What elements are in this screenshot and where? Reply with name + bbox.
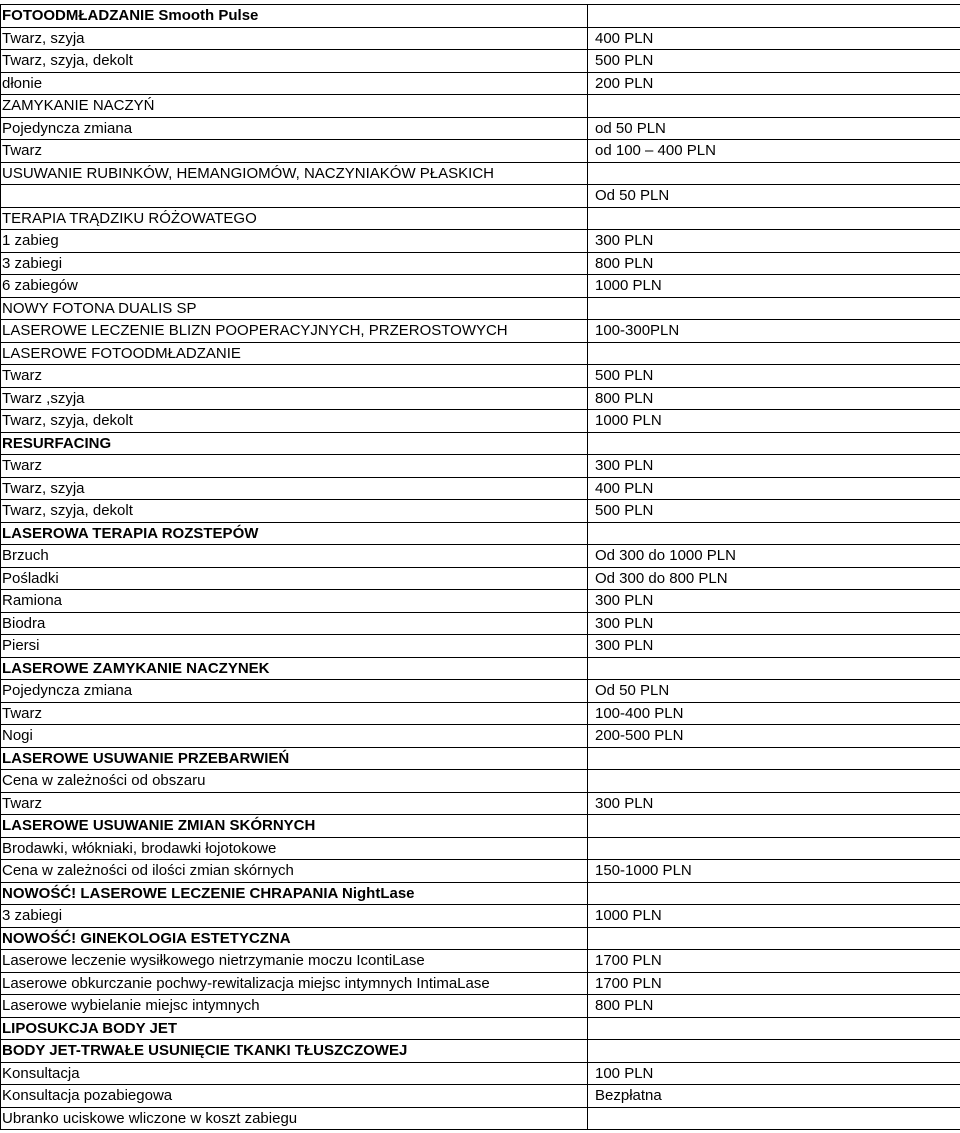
service-price: Od 50 PLN [588,185,960,208]
service-name: Laserowe wybielanie miejsc intymnych [1,995,588,1018]
service-name: Pojedyncza zmiana [1,680,588,703]
service-name: Biodra [1,612,588,635]
service-name: LASEROWE FOTOODMŁADZANIE [1,342,588,365]
service-price [588,95,960,118]
table-row [1,162,960,185]
section-header-row [1,1040,960,1063]
service-price [588,5,960,28]
price-list-body [1,5,960,1130]
section-title: RESURFACING [1,432,588,455]
service-name: Twarz [1,455,588,478]
service-name: Piersi [1,635,588,658]
table-row [1,725,960,748]
table-row [1,567,960,590]
service-price: 400 PLN [588,27,960,50]
section-title: BODY JET-TRWAŁE USUNIĘCIE TKANKI TŁUSZCZOWEJ [1,1040,588,1063]
table-row [1,837,960,860]
table-row [1,342,960,365]
service-name: Twarz, szyja, dekolt [1,410,588,433]
service-name: Twarz, szyja [1,27,588,50]
service-name: 1 zabieg [1,230,588,253]
service-name: 3 zabiegi [1,252,588,275]
section-title: NOWOŚĆ! GINEKOLOGIA ESTETYCZNA [1,927,588,950]
table-row [1,950,960,973]
service-price: Od 50 PLN [588,680,960,703]
section-header-row [1,657,960,680]
table-row [1,387,960,410]
section-header-row [1,522,960,545]
service-price [588,1017,960,1040]
service-name: LASEROWE LECZENIE BLIZN POOPERACYJNYCH, PRZEROSTOWYCH [1,320,588,343]
table-row [1,455,960,478]
table-row [1,770,960,793]
service-name: Cena w zależności od ilości zmian skórnych [1,860,588,883]
service-price: 100-300PLN [588,320,960,343]
service-name: Twarz, szyja, dekolt [1,500,588,523]
service-name: ZAMYKANIE NACZYŃ [1,95,588,118]
table-row [1,320,960,343]
table-row [1,860,960,883]
service-name: Twarz [1,702,588,725]
service-name: Twarz [1,792,588,815]
service-price [588,770,960,793]
service-name: 3 zabiegi [1,905,588,928]
service-name: Twarz [1,365,588,388]
service-price [588,815,960,838]
section-header-row [1,747,960,770]
service-price [588,297,960,320]
service-name: Cena w zależności od obszaru [1,770,588,793]
service-name: Brodawki, włókniaki, brodawki łojotokowe [1,837,588,860]
service-name: Nogi [1,725,588,748]
section-header-row [1,432,960,455]
service-name: Twarz, szyja, dekolt [1,50,588,73]
service-price: 300 PLN [588,612,960,635]
service-price: 1700 PLN [588,950,960,973]
service-price: Od 300 do 800 PLN [588,567,960,590]
table-row [1,252,960,275]
service-name: USUWANIE RUBINKÓW, HEMANGIOMÓW, NACZYNIAKÓW PŁASKICH [1,162,588,185]
table-row [1,635,960,658]
table-row [1,185,960,208]
service-price: 1700 PLN [588,972,960,995]
section-title: LIPOSUKCJA BODY JET [1,1017,588,1040]
table-row [1,297,960,320]
table-row [1,50,960,73]
service-price: 800 PLN [588,252,960,275]
table-row [1,207,960,230]
service-price: 500 PLN [588,365,960,388]
service-price: 800 PLN [588,995,960,1018]
table-row [1,230,960,253]
service-price [588,747,960,770]
service-price: 100 PLN [588,1062,960,1085]
service-price [588,522,960,545]
service-name: Ubranko uciskowe wliczone w koszt zabiegu [1,1107,588,1130]
table-row [1,117,960,140]
service-name: Ramiona [1,590,588,613]
service-price: 400 PLN [588,477,960,500]
section-header-row [1,1017,960,1040]
service-price: 300 PLN [588,590,960,613]
service-price: od 50 PLN [588,117,960,140]
section-title: LASEROWA TERAPIA ROZSTEPÓW [1,522,588,545]
service-name: Laserowe leczenie wysiłkowego nietrzymanie moczu IcontiLase [1,950,588,973]
section-title: NOWOŚĆ! LASEROWE LECZENIE CHRAPANIA NightLase [1,882,588,905]
table-row [1,27,960,50]
price-list-table [0,4,960,1130]
table-row [1,545,960,568]
service-price: Bezpłatna [588,1085,960,1108]
table-row [1,612,960,635]
service-name: Konsultacja [1,1062,588,1085]
service-price [588,882,960,905]
table-row [1,500,960,523]
table-row [1,1085,960,1108]
service-price: 500 PLN [588,500,960,523]
section-title: LASEROWE USUWANIE PRZEBARWIEŃ [1,747,588,770]
table-row [1,590,960,613]
table-row [1,275,960,298]
table-row [1,702,960,725]
service-price: 300 PLN [588,455,960,478]
section-header-row [1,927,960,950]
service-name: Twarz ,szyja [1,387,588,410]
table-row [1,365,960,388]
service-price: 300 PLN [588,635,960,658]
table-row [1,792,960,815]
section-header-row [1,882,960,905]
section-title: FOTOODMŁADZANIE Smooth Pulse [1,5,588,28]
section-title: LASEROWE ZAMYKANIE NACZYNEK [1,657,588,680]
service-price: 1000 PLN [588,905,960,928]
section-header-row [1,815,960,838]
service-price [588,1107,960,1130]
service-price [588,1040,960,1063]
service-name: Brzuch [1,545,588,568]
service-price: 150-1000 PLN [588,860,960,883]
table-row [1,410,960,433]
service-name: dłonie [1,72,588,95]
table-row [1,477,960,500]
table-row [1,1062,960,1085]
service-price: 300 PLN [588,230,960,253]
service-price: 500 PLN [588,50,960,73]
service-price [588,657,960,680]
service-name: Twarz, szyja [1,477,588,500]
service-price [588,432,960,455]
service-price: 1000 PLN [588,410,960,433]
service-name: Twarz [1,140,588,163]
service-price [588,162,960,185]
section-title: LASEROWE USUWANIE ZMIAN SKÓRNYCH [1,815,588,838]
service-price [588,837,960,860]
service-price: 1000 PLN [588,275,960,298]
service-name: Pojedyncza zmiana [1,117,588,140]
table-row [1,95,960,118]
service-name: Konsultacja pozabiegowa [1,1085,588,1108]
service-price: Od 300 do 1000 PLN [588,545,960,568]
service-price [588,207,960,230]
service-price [588,927,960,950]
table-row [1,140,960,163]
service-name: Pośladki [1,567,588,590]
service-name: 6 zabiegów [1,275,588,298]
service-name: Laserowe obkurczanie pochwy-rewitalizacja miejsc intymnych IntimaLase [1,972,588,995]
service-price: 800 PLN [588,387,960,410]
table-row [1,72,960,95]
table-row [1,1107,960,1130]
service-price: 100-400 PLN [588,702,960,725]
service-price: 200-500 PLN [588,725,960,748]
service-name: NOWY FOTONA DUALIS SP [1,297,588,320]
table-row [1,995,960,1018]
service-price: 200 PLN [588,72,960,95]
table-row [1,972,960,995]
section-header-row [1,5,960,28]
table-row [1,905,960,928]
service-price: od 100 – 400 PLN [588,140,960,163]
service-price [588,342,960,365]
service-price: 300 PLN [588,792,960,815]
service-name [1,185,588,208]
table-row [1,680,960,703]
service-name: TERAPIA TRĄDZIKU RÓŻOWATEGO [1,207,588,230]
